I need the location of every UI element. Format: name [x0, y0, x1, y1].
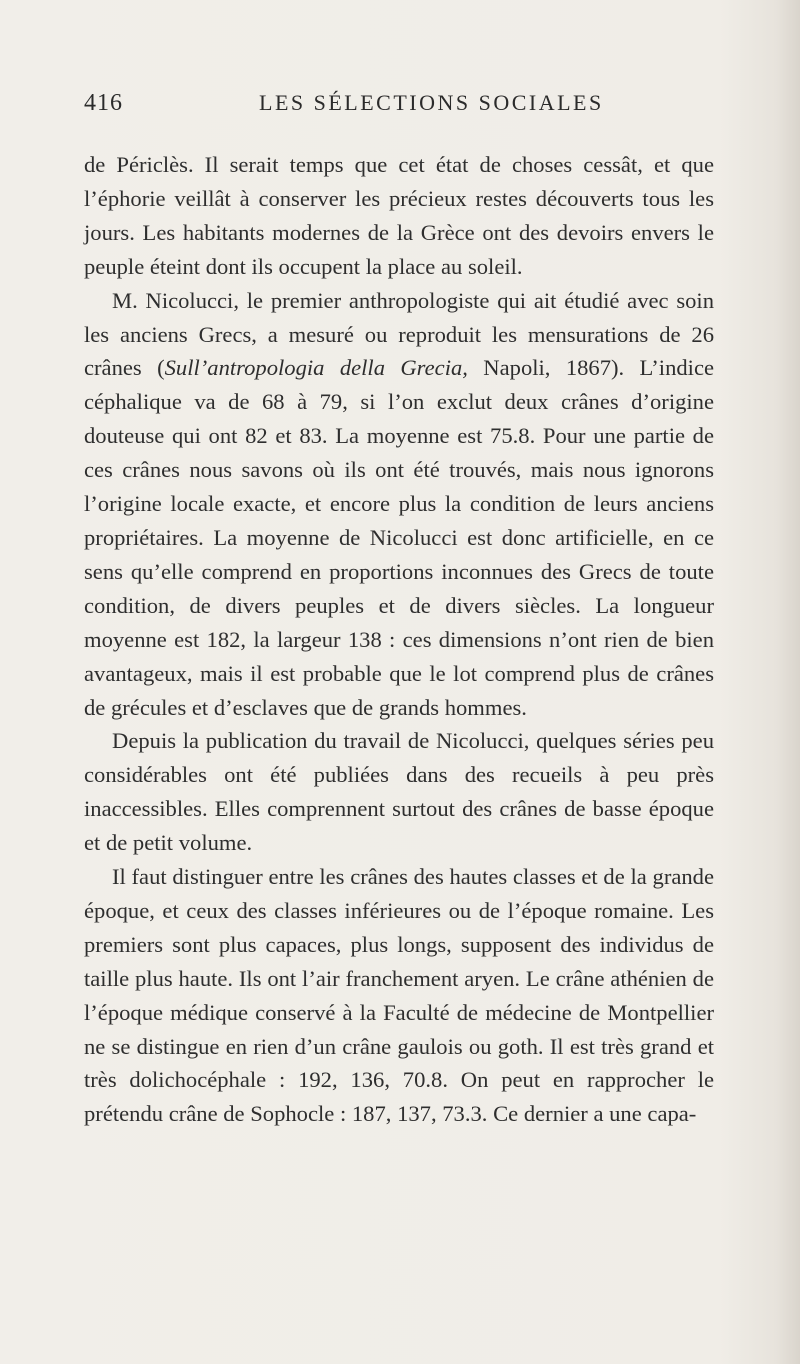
- page-number: 416: [84, 90, 123, 116]
- body-text: [84, 148, 714, 1131]
- paragraph-2-part-1: M. Nicolucci, le premier anthropologiste qui ait étudié avec soin les anciens Grecs, a mesuré ou reproduit les mensurations de 26 crânes (: [84, 287, 714, 381]
- paragraph-1: de Périclès. Il serait temps que cet état de choses cessât, et que l’éphorie veillât à conserver les précieux restes découverts tous les jours. Les habitants modernes de la Grèce ont des devoirs envers le peuple éteint dont ils occupent la place au soleil.: [84, 152, 714, 279]
- paragraph-4: Il faut distinguer entre les crânes des hautes classes et de la grande époque, et ceux des classes inférieures ou de l’époque romaine. Les premiers sont plus capaces, plus longs, supposent des individus de taille plus haute. Ils ont l’air franchement aryen. Le crâne athénien de l’époque médique conservé à la Faculté de médecine de Montpellier ne se distingue en rien d’un crâne gaulois ou goth. Il est très grand et très dolichocéphale : 192, 136, 70.8. On peut en rapprocher le prétendu crâne de Sophocle : 187, 137, 73.3. Ce dernier a une capa-: [84, 864, 714, 1127]
- page-header: [84, 90, 714, 124]
- running-title: LES SÉLECTIONS SOCIALES: [259, 90, 604, 115]
- cited-work-title: Sull’antropologia della Grecia,: [164, 355, 468, 381]
- paragraph-2-part-2: Napoli, 1867). L’indice céphalique va de 68 à 79, si l’on exclut deux crânes d’origine douteuse qui ont 82 et 83. La moyenne est 75.8. Pour une partie de ces crânes nous savons où ils ont été trouvés, mais nous ignorons l’origine locale exacte, et encore plus la condition de leurs anciens propriétaires. La moyenne de Nicolucci est donc artificielle, en ce sens qu’elle comprend en proportions inconnues des Grecs de toute condition, de divers peuples et de divers siècles. La longueur moyenne est 182, la largeur 138 : ces dimensions n’ont rien de bien avantageux, mais il est probable que le lot comprend plus de crânes de grécules et d’esclaves que de grands hommes.: [84, 355, 715, 720]
- paragraph-2: [84, 284, 714, 725]
- paragraph-3: Depuis la publication du travail de Nicolucci, quelques séries peu considérables ont été publiées dans des recueils à peu près inaccessibles. Elles comprennent surtout des crânes de basse époque et de petit volume.: [84, 728, 714, 856]
